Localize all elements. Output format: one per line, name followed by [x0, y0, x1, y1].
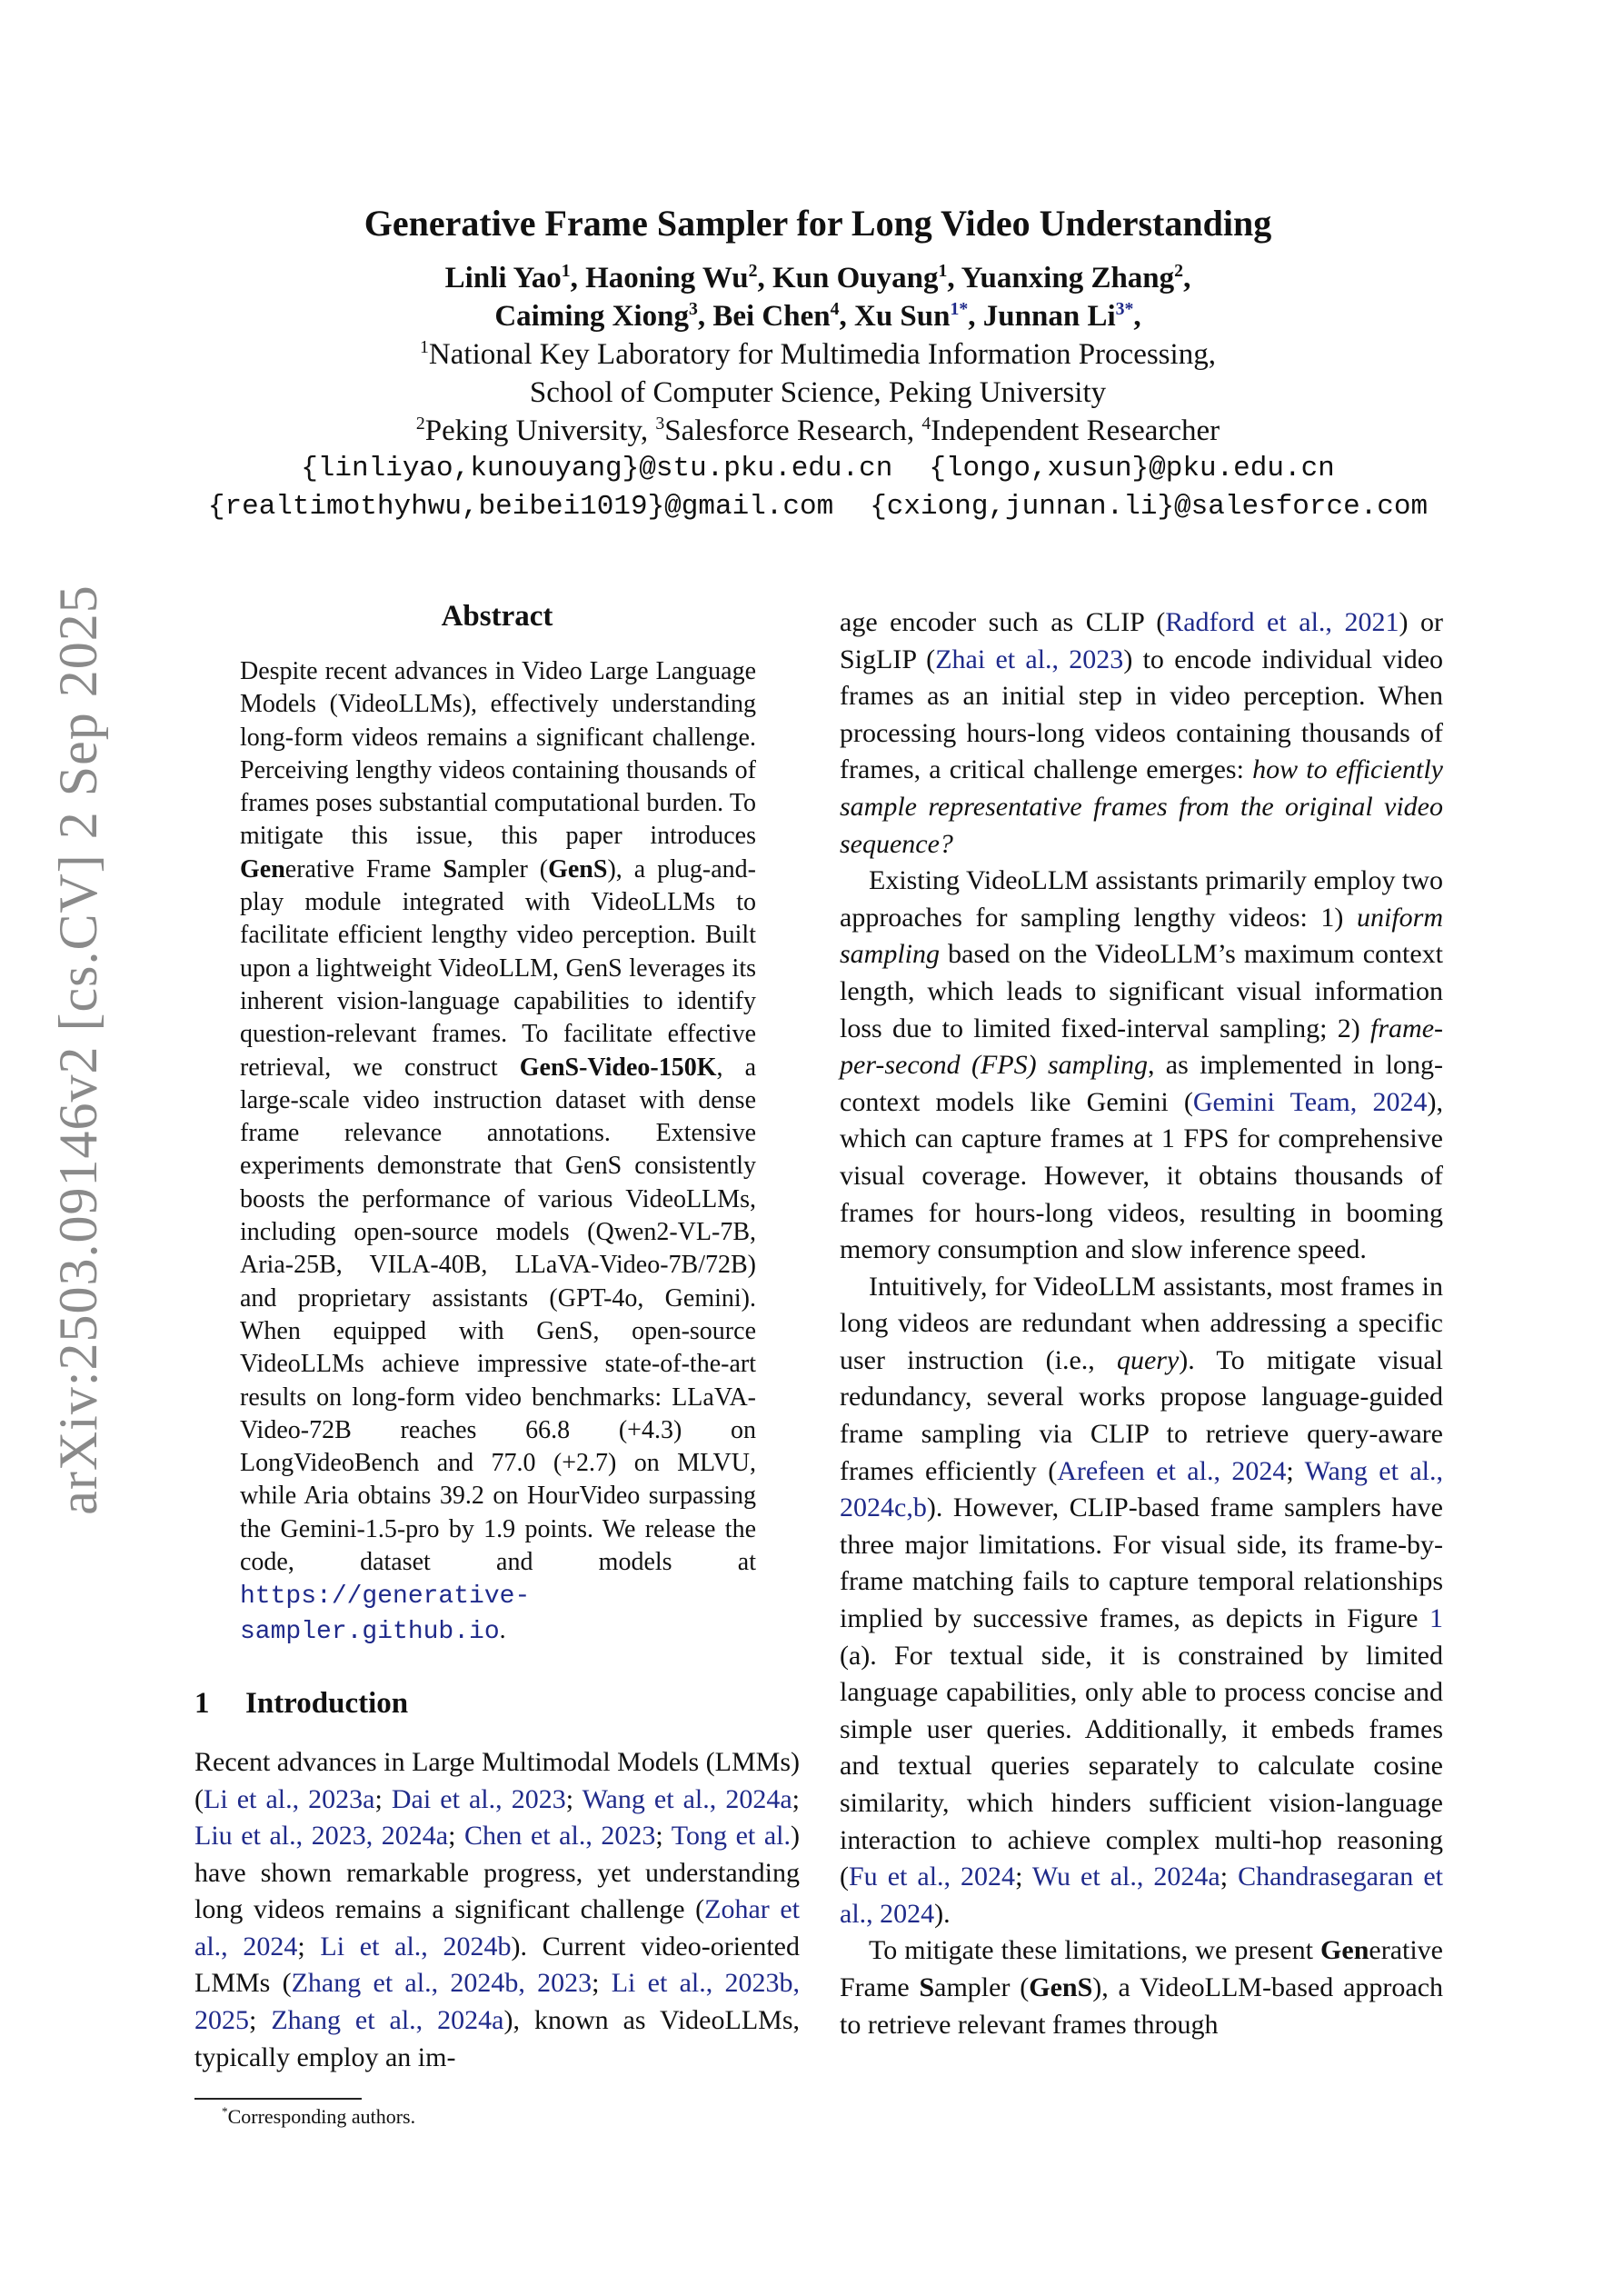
author-list-line-1: [182, 259, 1454, 297]
footnote-mark: *: [222, 2104, 228, 2119]
body-text: ). To mitigate visual redundancy, several works propose language-guided frame sampling via CLIP to retrieve query-aware frames efficiently (: [840, 1344, 1443, 1486]
body-text: ), which can capture frames at 1 FPS for comprehensive visual coverage. However, it obtains thousands of frames for hours-long videos, resulting in booming memory consumption and slow inference speed.: [840, 1086, 1444, 1265]
body-text: age encoder such as CLIP (: [840, 607, 1166, 637]
affiliation-mark: 1: [561, 261, 571, 281]
affiliation-line-2: School of Computer Science, Peking University: [529, 376, 1107, 409]
affiliation-mark: 2: [748, 261, 758, 281]
affiliation-line-3: [182, 412, 1454, 450]
affiliation-mark: 4: [830, 299, 840, 319]
abstract-text: ), a plug-and-play module integrated with VideoLLMs to facilitate efficient lengthy video perception. Built upon a lightweight VideoLLM, GenS leverages its inherent vision-language capabilities to identify question-relevant frames. To facilitate effective retrieval, we construct: [240, 854, 757, 1082]
email-line-1: [182, 450, 1454, 488]
citation-link[interactable]: Wu et al., 2024a: [1031, 1862, 1220, 1892]
figure-reference-link[interactable]: 1: [1429, 1603, 1443, 1634]
body-text: ;: [1015, 1862, 1032, 1892]
introduction-paragraph: [194, 1744, 800, 2076]
email-address[interactable]: {longo,xusun}@pku.edu.cn: [929, 453, 1335, 484]
bold-text: S: [919, 1972, 935, 2002]
body-text: Recent advances in Large Multimodal Models (LMMs) (: [194, 1746, 800, 1814]
citation-link[interactable]: Zohar et al., 2024: [194, 1894, 801, 1962]
affiliation-mark[interactable]: 1*: [950, 299, 969, 319]
author-list-line-2: [182, 297, 1454, 335]
body-text: ) to encode individual video frames as an initial step in video perception. When processing hours-long videos containing thousands of frames, a critical challenge emerges:: [840, 644, 1444, 785]
citation-link[interactable]: Zhang et al., 2024b, 2023: [291, 1968, 592, 1999]
citation-link[interactable]: Tong et al.: [671, 1821, 791, 1852]
email-address[interactable]: {realtimothyhwu,beibei1019}@gmail.com: [207, 491, 834, 523]
body-text: ). However, CLIP-based frame samplers have three major limitations. For visual side, its frame-by-frame matching fails to capture temporal relationships implied by successive frames, as depicts in Figure: [840, 1492, 1443, 1634]
affiliation-text: Independent Researcher: [931, 414, 1220, 447]
body-text: ampler (: [934, 1972, 1030, 2002]
author-name: , Junnan Li: [968, 300, 1116, 333]
citation-link[interactable]: Dai et al., 2023: [391, 1783, 566, 1814]
body-text: Intuitively, for VideoLLM assistants, most frames in long videos are redundant when addressing a specific user instruction (i.e.,: [840, 1271, 1443, 1375]
italic-term: uniform sampling: [840, 902, 1443, 970]
italic-question: how to efficiently sample representative frames from the original video sequence?: [840, 754, 1443, 859]
paper-title: Generative Frame Sampler for Long Video Understanding: [363, 203, 1272, 244]
citation-link[interactable]: Zhai et al., 2023: [935, 644, 1124, 674]
bold-text: GenS: [548, 854, 608, 883]
section-title: Introduction: [245, 1686, 409, 1720]
project-url-link[interactable]: https://generative-sampler.github.io: [240, 1582, 531, 1646]
body-text: ;: [297, 1931, 321, 1962]
italic-term: frame-per-second (FPS) sampling: [840, 1013, 1443, 1081]
email-address[interactable]: {cxiong,junnan.li}@salesforce.com: [870, 491, 1429, 523]
section-number: 1: [194, 1686, 210, 1720]
affiliation-mark: 2: [415, 414, 425, 434]
affiliation-text: Peking University,: [424, 414, 656, 447]
body-text: ). Current video-oriented LMMs (: [194, 1931, 800, 1999]
body-text: ), known as VideoLLMs, typically employ an im-: [194, 2005, 801, 2072]
footnote-text: Corresponding authors.: [227, 2105, 416, 2129]
affiliation-mark[interactable]: 3*: [1115, 299, 1134, 319]
abstract-body: [240, 655, 756, 1649]
citation-link[interactable]: Fu et al., 2024: [849, 1862, 1016, 1892]
affiliation-text: Salesforce Research,: [664, 414, 922, 447]
abstract-heading: Abstract: [441, 600, 553, 633]
body-text: ;: [592, 1968, 612, 1999]
bold-text: GenS: [1029, 1972, 1093, 2002]
citation-link[interactable]: Zhang et al., 2024a: [271, 2005, 504, 2036]
bold-text: Gen: [1320, 1935, 1369, 1966]
author-name: , Bei Chen: [697, 300, 831, 333]
affiliation-mark: 3: [655, 414, 665, 434]
introduction-paragraph: [840, 863, 1443, 1269]
author-name: , Kun Ouyang: [757, 262, 939, 294]
affiliation-mark: 4: [921, 414, 931, 434]
arxiv-identifier-stamp: arXiv:2503.09146v2 [cs.CV] 2 Sep 2025: [48, 584, 108, 1515]
bold-text: S: [443, 854, 458, 883]
body-text: based on the VideoLLM’s maximum context length, which leads to significant visual information loss due to limited fixed-interval sampling; 2): [840, 939, 1443, 1043]
left-column: [194, 600, 800, 2129]
citation-link[interactable]: Chen et al., 2023: [464, 1821, 656, 1852]
punctuation: .: [499, 1615, 506, 1644]
author-name: Linli Yao: [444, 262, 562, 294]
italic-term: query: [1116, 1344, 1180, 1375]
bold-text: Gen: [240, 854, 285, 883]
body-text: ;: [374, 1783, 392, 1814]
abstract-text: Despite recent advances in Video Large Language Models (VideoLLMs), effectively understanding long-form videos remains a significant challenge. Perceiving lengthy videos containing thousands of frames poses substantial computational burden. To mitigate this issue, this paper introduces: [240, 657, 756, 851]
email-address[interactable]: {linliyao,kunouyang}@stu.pku.edu.cn: [301, 453, 893, 484]
right-column: [840, 604, 1443, 2043]
introduction-paragraph: [840, 1269, 1443, 1933]
abstract-text: erative Frame: [284, 854, 443, 883]
body-text: ;: [249, 2005, 272, 2036]
author-name: Caiming Xiong: [494, 300, 689, 333]
affiliation-text: National Key Laboratory for Multimedia Information Processing,: [428, 338, 1216, 371]
abstract-text: , a large-scale video instruction dataset with dense frame relevance annotations. Extensive experiments demonstrate that GenS consistently boosts the performance of various VideoLLMs, including open-source models (Qwen2-VL-7B, Aria-25B, VILA-40B, LLaVA-Video-7B/72B) and proprietary assistants (GPT-4o, Gemini). When equipped with GenS, open-source VideoLLMs achieve impressive state-of-the-art results on long-form video benchmarks: LLaVA-Video-72B reaches 66.8 (+4.3) on LongVideoBench and 77.0 (+2.7) on MLVU, while Aria obtains 39.2 on HourVideo surpassing the Gemini-1.5-pro by 1.9 points. We release the code, dataset and models at: [240, 1053, 756, 1577]
body-text: ;: [565, 1783, 582, 1814]
affiliation-mark: 1: [420, 337, 429, 357]
affiliation-mark: 3: [688, 299, 698, 319]
citation-link[interactable]: Gemini Team, 2024: [1192, 1086, 1428, 1117]
citation-link[interactable]: Arefeen et al., 2024: [1057, 1455, 1287, 1486]
footnote-divider: [194, 2098, 362, 2100]
introduction-paragraph: [840, 1932, 1443, 2043]
body-text: ) have shown remarkable progress, yet understanding long videos remains a significant challenge (: [194, 1821, 800, 1925]
body-text: Existing VideoLLM assistants primarily employ two approaches for sampling lengthy videos: 1): [840, 865, 1443, 933]
author-name: , Yuanxing Zhang: [947, 262, 1175, 294]
citation-link[interactable]: Chandrasegaran et al., 2024: [840, 1862, 1443, 1929]
body-text: , as implemented in long-context models like Gemini (: [840, 1050, 1444, 1117]
body-text: ).: [934, 1898, 951, 1929]
body-text: ;: [792, 1783, 800, 1814]
body-text: ;: [1220, 1862, 1239, 1892]
citation-link[interactable]: Liu et al., 2023, 2024a: [194, 1821, 449, 1852]
affiliation-mark: 1: [938, 261, 948, 281]
email-line-2: [182, 488, 1454, 526]
body-text: ) or SigLIP (: [840, 607, 1444, 674]
citation-link[interactable]: Li et al., 2023a: [204, 1783, 375, 1814]
affiliation-mark: 2: [1174, 261, 1184, 281]
paper-header: [182, 202, 1454, 526]
author-name: , Haoning Wu: [570, 262, 749, 294]
citation-link[interactable]: Wang et al., 2024c,b: [840, 1455, 1444, 1523]
footnote: [222, 2105, 800, 2129]
citation-link[interactable]: Li et al., 2023b, 2025: [194, 1968, 800, 2036]
punctuation: ,: [1133, 300, 1141, 333]
dataset-name: GenS-Video-150K: [519, 1053, 717, 1082]
author-name: , Xu Sun: [839, 300, 951, 333]
body-text: (a). For textual side, it is constrained by limited language capabilities, only able to process concise and simple user queries. Additionally, it embeds frames and textual queries separately to calculate cosine similarity, which hinders sufficient vision-language interaction to achieve complex multi-hop reasoning (: [840, 1640, 1443, 1892]
body-text: ), a VideoLLM-based approach to retrieve relevant frames through: [840, 1972, 1444, 2040]
punctuation: ,: [1183, 262, 1191, 294]
citation-link[interactable]: Li et al., 2024b: [320, 1931, 512, 1962]
citation-link[interactable]: Wang et al., 2024a: [582, 1783, 792, 1814]
body-text: ;: [655, 1821, 672, 1852]
section-heading-introduction: [194, 1687, 800, 1721]
citation-link[interactable]: Radford et al., 2021: [1165, 607, 1399, 637]
body-text: ;: [1286, 1455, 1305, 1486]
body-text: To mitigate these limitations, we present: [869, 1935, 1321, 1966]
body-text: erative Frame: [840, 1935, 1443, 2002]
introduction-paragraph: [840, 604, 1443, 863]
body-text: ;: [448, 1821, 465, 1852]
abstract-text: ampler (: [457, 854, 549, 883]
affiliation-line-1: [182, 335, 1454, 374]
